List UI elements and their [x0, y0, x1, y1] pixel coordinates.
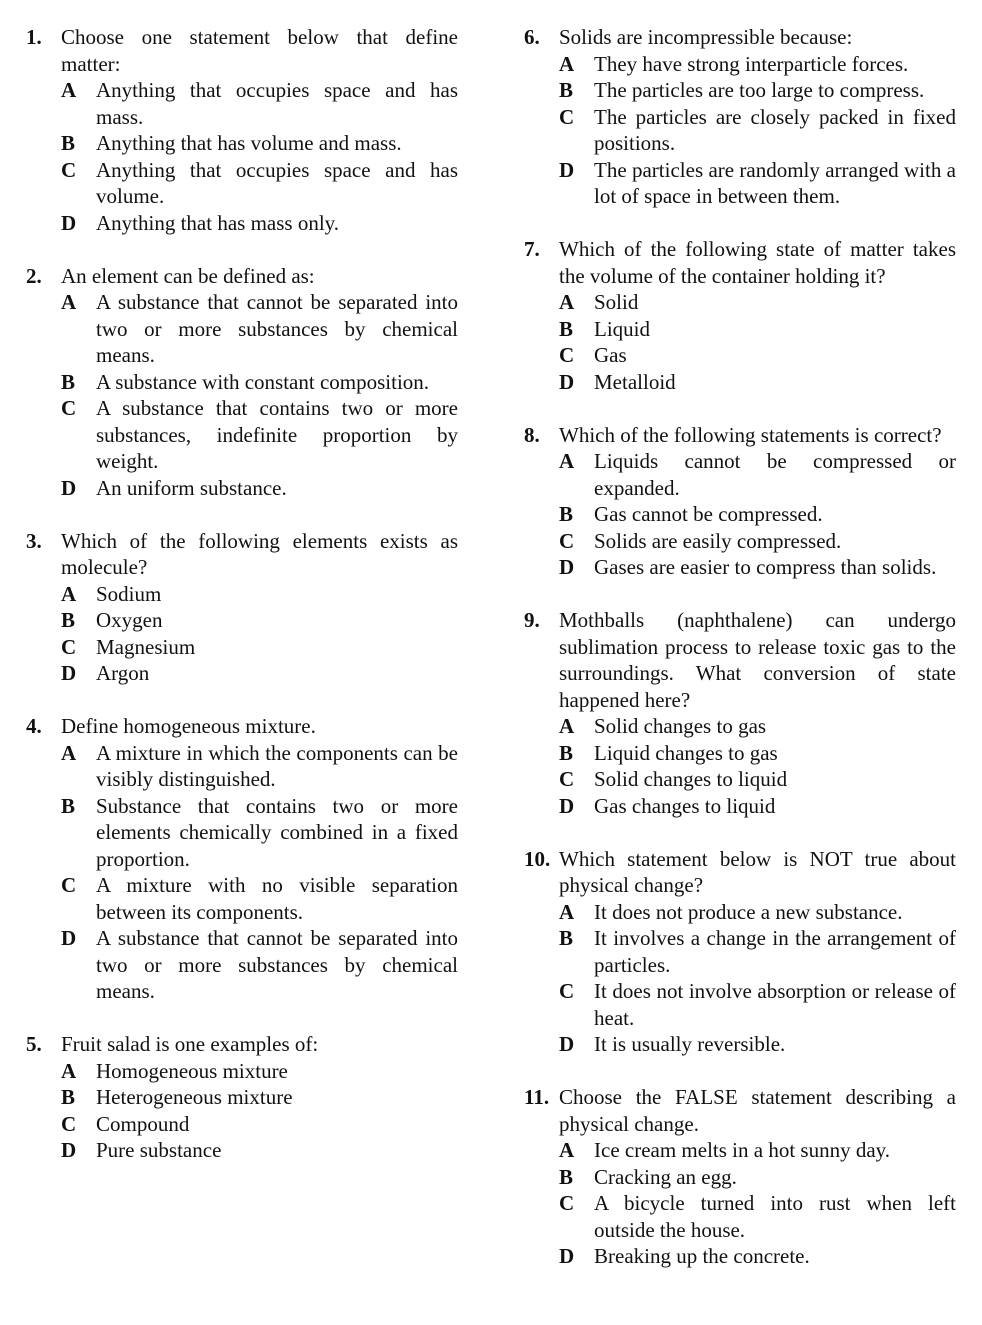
option-text: Gas — [594, 343, 627, 367]
option-text: Solid changes to liquid — [594, 767, 788, 791]
option-text: Breaking up the concrete. — [594, 1244, 810, 1268]
option-letter: D — [559, 555, 575, 579]
option-text: A substance that cannot be separated into two or more substances by chemical means. — [96, 290, 458, 367]
question-header — [26, 1031, 458, 1058]
option-letter: B — [61, 369, 76, 394]
answer-option — [559, 554, 956, 581]
option-text: A bicycle turned into rust when left outside the house. — [594, 1191, 956, 1242]
question-number: 5. — [26, 1032, 42, 1056]
answer-option — [61, 1084, 458, 1111]
option-text: It is usually reversible. — [594, 1032, 786, 1056]
option-letter: A — [61, 581, 77, 606]
option-letter: A — [559, 51, 575, 76]
option-text: The particles are closely packed in fixed positions. — [594, 104, 956, 155]
option-letter: B — [559, 78, 574, 102]
option-text: Gas cannot be compressed. — [594, 502, 823, 526]
option-text: Sodium — [96, 581, 162, 606]
answer-option — [559, 766, 956, 793]
question-header — [524, 422, 956, 449]
answer-option — [559, 978, 956, 1031]
question-1 — [26, 24, 458, 236]
left-column — [26, 24, 458, 1190]
question-3 — [26, 528, 458, 687]
question-text: Fruit salad is one examples of: — [61, 1032, 319, 1056]
option-letter: D — [559, 1244, 575, 1268]
option-text: Heterogeneous mixture — [96, 1085, 293, 1109]
option-text: The particles are too large to compress. — [594, 78, 925, 102]
option-text: An uniform substance. — [96, 475, 287, 500]
answer-option — [559, 1243, 956, 1270]
question-number: 10. — [524, 846, 551, 871]
option-letter: D — [61, 475, 77, 500]
question-text: Which of the following state of matter takes the volume of the container holding it? — [559, 237, 956, 288]
answer-option — [61, 634, 458, 661]
option-text: Cracking an egg. — [594, 1164, 737, 1189]
question-number: 11. — [524, 1085, 550, 1109]
question-header — [524, 1084, 956, 1137]
answer-option — [559, 316, 956, 343]
option-letter: C — [559, 979, 575, 1003]
question-4 — [26, 713, 458, 1005]
right-column — [524, 24, 956, 1296]
answer-option — [61, 872, 458, 925]
option-letter: D — [559, 793, 575, 818]
answer-option — [559, 157, 956, 210]
option-text: Gas changes to liquid — [594, 793, 776, 818]
answer-option — [61, 77, 458, 130]
question-9 — [524, 607, 956, 819]
answer-option — [559, 1190, 956, 1243]
question-11 — [524, 1084, 956, 1270]
option-text: Solid changes to gas — [594, 714, 767, 738]
option-text: Anything that has mass only. — [96, 210, 340, 235]
question-2 — [26, 263, 458, 502]
option-letter: A — [559, 1138, 575, 1162]
answer-option — [559, 528, 956, 555]
question-header — [524, 236, 956, 289]
option-letter: D — [559, 157, 575, 182]
answer-option — [61, 1137, 458, 1164]
question-text: Define homogeneous mixture. — [61, 714, 316, 738]
option-letter: A — [559, 290, 575, 314]
answer-option — [559, 793, 956, 820]
question-header — [524, 24, 956, 51]
option-letter: B — [559, 926, 574, 950]
option-text: Oxygen — [96, 608, 163, 632]
option-text: Homogeneous mixture — [96, 1058, 288, 1083]
answer-option — [559, 501, 956, 528]
option-letter: C — [559, 343, 575, 367]
question-text: Mothballs (naphthalene) can undergo sublimation process to release toxic gas to the surroundings. What conversion of state happened here? — [559, 608, 956, 712]
question-header — [524, 607, 956, 713]
option-letter: C — [559, 1191, 575, 1215]
option-text: Compound — [96, 1111, 190, 1136]
option-letter: C — [61, 634, 77, 659]
answer-option — [61, 395, 458, 475]
option-letter: D — [61, 926, 77, 950]
answer-option — [61, 289, 458, 369]
question-header — [26, 263, 458, 290]
answer-option — [559, 740, 956, 767]
option-text: A substance with constant composition. — [96, 369, 430, 394]
answer-option — [559, 51, 956, 78]
answer-option — [559, 289, 956, 316]
answer-option — [559, 448, 956, 501]
question-number: 3. — [26, 528, 42, 553]
option-letter: C — [559, 767, 575, 791]
answer-option — [61, 660, 458, 687]
option-letter: C — [61, 396, 77, 420]
answer-option — [61, 210, 458, 237]
option-text: They have strong interparticle forces. — [594, 51, 909, 76]
question-text: An element can be defined as: — [61, 263, 315, 288]
answer-option — [559, 77, 956, 104]
option-text: Liquids cannot be compressed or expanded. — [594, 449, 956, 500]
option-text: Gases are easier to compress than solids. — [594, 555, 937, 579]
question-text: Choose the FALSE statement describing a physical change. — [559, 1085, 956, 1136]
option-text: Substance that contains two or more elements chemically combined in a fixed proportion. — [96, 793, 458, 871]
option-letter: B — [61, 131, 76, 155]
option-text: Solids are easily compressed. — [594, 528, 842, 553]
question-number: 6. — [524, 25, 540, 49]
option-letter: D — [61, 661, 77, 685]
option-letter: A — [559, 899, 575, 924]
option-letter: A — [61, 290, 77, 314]
answer-option — [61, 475, 458, 502]
option-letter: B — [559, 502, 574, 526]
question-number: 2. — [26, 263, 42, 288]
answer-option — [61, 793, 458, 873]
question-text: Choose one statement below that define matter: — [61, 25, 458, 76]
option-text: A mixture in which the components can be visibly distinguished. — [96, 740, 458, 791]
answer-option — [61, 157, 458, 210]
option-letter: B — [559, 740, 574, 765]
answer-option — [559, 1031, 956, 1058]
question-8 — [524, 422, 956, 581]
question-text: Which of the following statements is correct? — [559, 422, 942, 447]
answer-option — [559, 1164, 956, 1191]
option-text: Anything that occupies space and has volume. — [96, 157, 458, 208]
option-text: Liquid changes to gas — [594, 740, 778, 765]
option-letter: C — [559, 528, 575, 553]
question-7 — [524, 236, 956, 395]
option-letter: A — [559, 714, 575, 738]
answer-option — [61, 130, 458, 157]
answer-option — [559, 713, 956, 740]
question-number: 8. — [524, 422, 540, 447]
option-letter: B — [61, 793, 76, 818]
option-letter: D — [559, 369, 575, 394]
option-text: It does not produce a new substance. — [594, 899, 903, 924]
question-header — [26, 713, 458, 740]
answer-option — [61, 607, 458, 634]
question-number: 7. — [524, 237, 540, 261]
answer-option — [559, 369, 956, 396]
answer-option — [61, 925, 458, 1005]
option-text: A substance that contains two or more substances, indefinite proportion by weight. — [96, 396, 458, 473]
option-letter: B — [559, 1164, 574, 1189]
option-text: The particles are randomly arranged with a lot of space in between them. — [594, 157, 956, 208]
answer-option — [61, 581, 458, 608]
option-text: A substance that cannot be separated into two or more substances by chemical means. — [96, 926, 458, 1003]
answer-option — [61, 740, 458, 793]
question-6 — [524, 24, 956, 210]
option-text: Magnesium — [96, 634, 196, 659]
option-letter: B — [61, 608, 76, 632]
question-text: Which of the following elements exists as molecule? — [61, 528, 458, 579]
question-header — [524, 846, 956, 899]
option-letter: A — [61, 740, 77, 765]
option-text: It involves a change in the arrangement of particles. — [594, 926, 956, 977]
answer-option — [559, 899, 956, 926]
option-letter: B — [61, 1085, 76, 1109]
option-text: Liquid — [594, 316, 650, 341]
option-text: Solid — [594, 290, 639, 314]
question-header — [26, 528, 458, 581]
option-text: Metalloid — [594, 369, 676, 394]
option-letter: C — [61, 873, 77, 897]
question-text: Solids are incompressible because: — [559, 25, 853, 49]
answer-option — [61, 1058, 458, 1085]
option-letter: C — [559, 104, 575, 129]
option-letter: C — [61, 157, 77, 182]
option-text: A mixture with no visible separation between its components. — [96, 873, 458, 924]
question-10 — [524, 846, 956, 1058]
answer-option — [559, 342, 956, 369]
question-number: 9. — [524, 608, 540, 632]
option-text: Argon — [96, 661, 150, 685]
option-letter: A — [559, 449, 575, 473]
answer-option — [559, 1137, 956, 1164]
option-letter: D — [559, 1032, 575, 1056]
option-text: Ice cream melts in a hot sunny day. — [594, 1138, 891, 1162]
answer-option — [61, 369, 458, 396]
option-letter: B — [559, 316, 574, 341]
option-letter: D — [61, 210, 77, 235]
option-text: Anything that occupies space and has mass. — [96, 78, 458, 129]
option-letter: A — [61, 1058, 77, 1083]
answer-option — [61, 1111, 458, 1138]
question-number: 1. — [26, 25, 42, 49]
question-5 — [26, 1031, 458, 1164]
question-number: 4. — [26, 714, 42, 738]
option-letter: D — [61, 1138, 77, 1162]
option-text: Pure substance — [96, 1138, 222, 1162]
answer-option — [559, 925, 956, 978]
option-text: It does not involve absorption or release of heat. — [594, 979, 956, 1030]
option-text: Anything that has volume and mass. — [96, 131, 402, 155]
answer-option — [559, 104, 956, 157]
option-letter: C — [61, 1111, 77, 1136]
question-header — [26, 24, 458, 77]
question-text: Which statement below is NOT true about physical change? — [559, 846, 956, 897]
option-letter: A — [61, 78, 77, 102]
